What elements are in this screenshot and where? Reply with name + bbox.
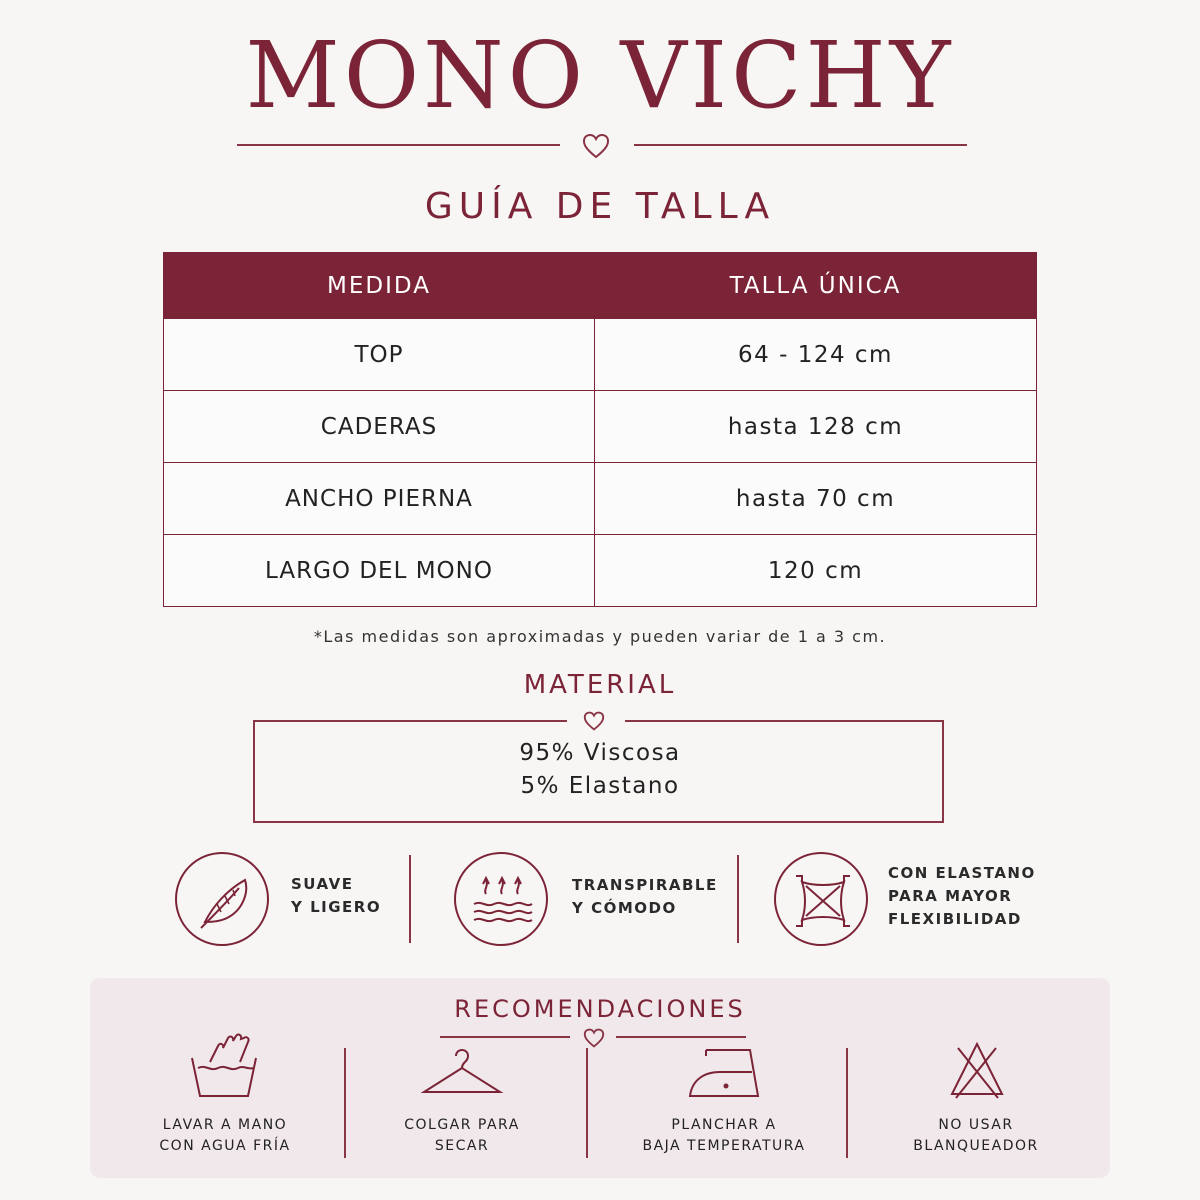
column-header-size: TALLA ÚNICA bbox=[595, 253, 1037, 319]
reco-divider-left bbox=[440, 1036, 570, 1038]
recommendation-line: BLANQUEADOR bbox=[913, 1138, 1039, 1154]
recommendation-line: CON AGUA FRÍA bbox=[159, 1138, 291, 1154]
row-measure: TOP bbox=[164, 319, 595, 391]
table-row bbox=[164, 463, 1037, 535]
reco-divider bbox=[586, 1048, 588, 1158]
row-measure: CADERAS bbox=[164, 391, 595, 463]
recommendation-line: COLGAR PARA bbox=[404, 1117, 520, 1133]
size-guide-heading: GUÍA DE TALLA bbox=[424, 186, 776, 227]
row-measure: LARGO DEL MONO bbox=[164, 535, 595, 607]
breathable-icon bbox=[456, 854, 550, 948]
material-box bbox=[253, 720, 944, 823]
feature-divider bbox=[409, 855, 411, 943]
heart-icon bbox=[583, 1028, 605, 1048]
feature-line: CON ELASTANO bbox=[888, 864, 1036, 882]
hanger-icon bbox=[420, 1044, 504, 1100]
row-value: hasta 128 cm bbox=[595, 391, 1037, 463]
feature-line: TRANSPIRABLE bbox=[572, 876, 718, 894]
recommendation-text bbox=[896, 1115, 1056, 1157]
recommendation-line: NO USAR bbox=[938, 1117, 1014, 1133]
recommendation-line: LAVAR A MANO bbox=[162, 1117, 288, 1133]
feature-divider bbox=[737, 855, 739, 943]
reco-divider bbox=[344, 1048, 346, 1158]
recommendation-line: PLANCHAR A bbox=[671, 1117, 777, 1133]
table-row bbox=[164, 535, 1037, 607]
feature-text bbox=[291, 873, 381, 919]
iron-icon bbox=[686, 1044, 766, 1102]
title-divider-right bbox=[634, 144, 967, 146]
size-table-header bbox=[164, 253, 1037, 319]
table-row bbox=[164, 391, 1037, 463]
stretch-icon bbox=[776, 854, 870, 948]
feature-badge bbox=[774, 852, 868, 946]
hand-wash-icon bbox=[188, 1032, 260, 1102]
recommendation-line: BAJA TEMPERATURA bbox=[642, 1138, 806, 1154]
row-measure: ANCHO PIERNA bbox=[164, 463, 595, 535]
column-header-measure: MEDIDA bbox=[164, 253, 595, 319]
feature-line: Y CÓMODO bbox=[572, 899, 677, 917]
material-line: 5% Elastano bbox=[520, 773, 680, 799]
no-bleach-icon bbox=[948, 1040, 1006, 1102]
page-title: MONO VICHY bbox=[245, 22, 955, 129]
size-table bbox=[163, 252, 1037, 607]
material-heading: MATERIAL bbox=[523, 670, 677, 700]
recommendation-text bbox=[382, 1115, 542, 1157]
feature-text bbox=[572, 874, 718, 920]
recommendations-heading: RECOMENDACIONES bbox=[454, 995, 746, 1023]
reco-divider bbox=[846, 1048, 848, 1158]
heart-icon bbox=[582, 133, 610, 159]
material-line: 95% Viscosa bbox=[519, 740, 681, 766]
recommendation-text bbox=[634, 1115, 814, 1157]
feature-line: Y LIGERO bbox=[291, 898, 382, 916]
row-value: 120 cm bbox=[595, 535, 1037, 607]
feature-badge bbox=[175, 852, 269, 946]
feature-text bbox=[888, 862, 1036, 931]
reco-divider-right bbox=[616, 1036, 746, 1038]
row-value: hasta 70 cm bbox=[595, 463, 1037, 535]
feature-badge bbox=[454, 852, 548, 946]
recommendation-line: SECAR bbox=[434, 1138, 490, 1154]
row-value: 64 - 124 cm bbox=[595, 319, 1037, 391]
feature-line: FLEXIBILIDAD bbox=[888, 910, 1022, 928]
feather-icon bbox=[177, 854, 271, 948]
measurement-note: *Las medidas son aproximadas y pueden variar de 1 a 3 cm. bbox=[313, 627, 887, 646]
recommendation-text bbox=[145, 1115, 305, 1157]
heart-icon bbox=[583, 711, 605, 731]
title-divider-left bbox=[237, 144, 560, 146]
feature-line: PARA MAYOR bbox=[888, 887, 1013, 905]
table-row bbox=[164, 319, 1037, 391]
feature-line: SUAVE bbox=[291, 875, 354, 893]
